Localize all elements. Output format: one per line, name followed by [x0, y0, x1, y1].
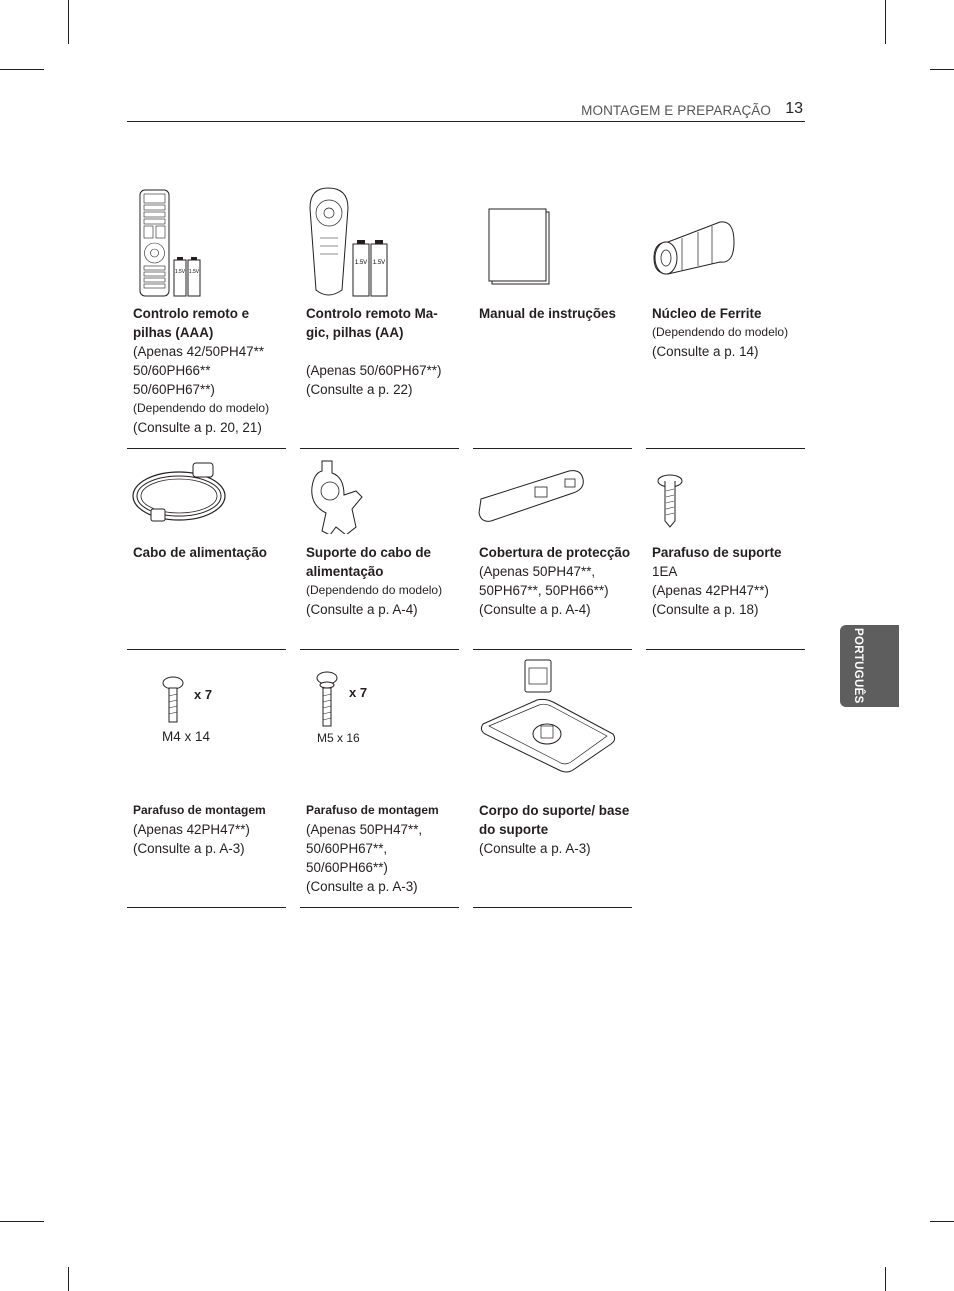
item-note: (Apenas 50PH47**, — [306, 822, 423, 837]
protection-cover-icon — [473, 449, 632, 534]
item-note: (Apenas 42PH47**) — [652, 583, 769, 598]
item-note: (Apenas 42PH47**) — [133, 822, 250, 837]
item-note: (Consulte a p. 14) — [652, 344, 759, 359]
item-note: (Apenas 42/50PH47** — [133, 344, 265, 359]
mounting-screw-icon — [300, 650, 459, 730]
item-title: Núcleo de Ferrite — [652, 306, 762, 321]
item-title: Suporte do cabo de alimentação — [306, 545, 431, 579]
item-note: (Dependendo do modelo) — [306, 583, 443, 597]
crop-mark — [0, 69, 44, 70]
item-title: Cabo de alimentação — [133, 545, 267, 560]
item-note: (Consulte a p. A-3) — [479, 841, 591, 856]
crop-mark — [885, 0, 886, 44]
item-protection-cover — [473, 449, 632, 650]
page-number: 13 — [785, 100, 803, 117]
page-header — [127, 101, 805, 122]
item-note — [306, 342, 459, 361]
item-title: Parafuso de montagem — [306, 803, 439, 817]
crop-mark — [68, 0, 69, 44]
item-note: (Consulte a p. A-3) — [306, 879, 418, 894]
ferrite-core-icon — [646, 180, 805, 305]
item-note: (Consulte a p. 20, 21) — [133, 420, 262, 435]
item-note: (Apenas 50PH47**, — [479, 564, 596, 579]
item-note: (Consulte a p. 18) — [652, 602, 759, 617]
item-mounting-screw-m5 — [300, 650, 459, 908]
power-cord-icon — [127, 449, 286, 534]
battery-label: 1.5V — [372, 260, 386, 266]
crop-mark — [68, 1267, 69, 1291]
item-title: Controlo remoto Ma-gic, pilhas (AA) — [306, 306, 438, 340]
item-note: (Consulte a p. A-3) — [133, 841, 245, 856]
screw-size-label: M4 x 14 — [162, 729, 211, 744]
crop-mark — [930, 69, 954, 70]
item-title: Parafuso de montagem — [133, 803, 266, 817]
item-title: Corpo do suporte/ base do suporte — [479, 803, 630, 837]
magic-remote-icon — [300, 180, 459, 305]
item-note: (Apenas 50/60PH67**) — [306, 363, 442, 378]
manual-book-icon — [473, 180, 632, 305]
item-stand-body-base — [473, 650, 632, 908]
item-title: Manual de instruções — [479, 306, 616, 321]
item-ferrite-core — [646, 180, 805, 449]
item-magic-remote — [300, 180, 459, 449]
cable-holder-icon — [300, 449, 459, 534]
item-stand-screw — [646, 449, 805, 650]
item-remote-control — [127, 180, 286, 449]
item-note: 1EA — [652, 564, 678, 579]
stand-screw-icon — [646, 449, 805, 534]
quantity-label: x 7 — [349, 685, 368, 700]
item-note: 50PH67**, 50PH66**) — [479, 583, 609, 598]
item-manual — [473, 180, 632, 449]
language-tab-label: PORTUGUÊS — [852, 628, 864, 704]
crop-mark — [0, 1221, 44, 1222]
battery-label: 1.5V — [188, 269, 200, 275]
item-note: (Consulte a p. A-4) — [479, 602, 591, 617]
item-cable-holder — [300, 449, 459, 650]
item-title: Controlo remoto e pilhas (AAA) — [133, 306, 250, 340]
remote-control-icon — [127, 180, 286, 305]
battery-label: 1.5V — [354, 260, 368, 266]
item-note: (Dependendo do modelo) — [133, 401, 270, 415]
item-note: (Consulte a p. 22) — [306, 382, 413, 397]
item-title: Parafuso de suporte — [652, 545, 782, 560]
item-note: 50/60PH66**) — [306, 860, 388, 875]
item-note: 50/60PH67**, — [306, 841, 388, 856]
item-mounting-screw-m4 — [127, 650, 286, 908]
item-power-cord — [127, 449, 286, 650]
crop-mark — [885, 1267, 886, 1291]
item-note: 50/60PH66** — [133, 363, 211, 378]
item-note: (Consulte a p. A-4) — [306, 602, 418, 617]
battery-label: 1.5V — [174, 269, 186, 275]
language-tab — [840, 625, 899, 707]
quantity-label: x 7 — [194, 687, 213, 702]
stand-base-icon — [473, 650, 632, 780]
screw-size-label: M5 x 16 — [317, 731, 360, 745]
crop-mark — [930, 1221, 954, 1222]
section-title: MONTAGEM E PREPARAÇÃO — [581, 103, 771, 118]
item-note: 50/60PH67**) — [133, 382, 215, 397]
item-title: Cobertura de protecção — [479, 545, 631, 560]
item-note: (Dependendo do modelo) — [652, 325, 789, 339]
